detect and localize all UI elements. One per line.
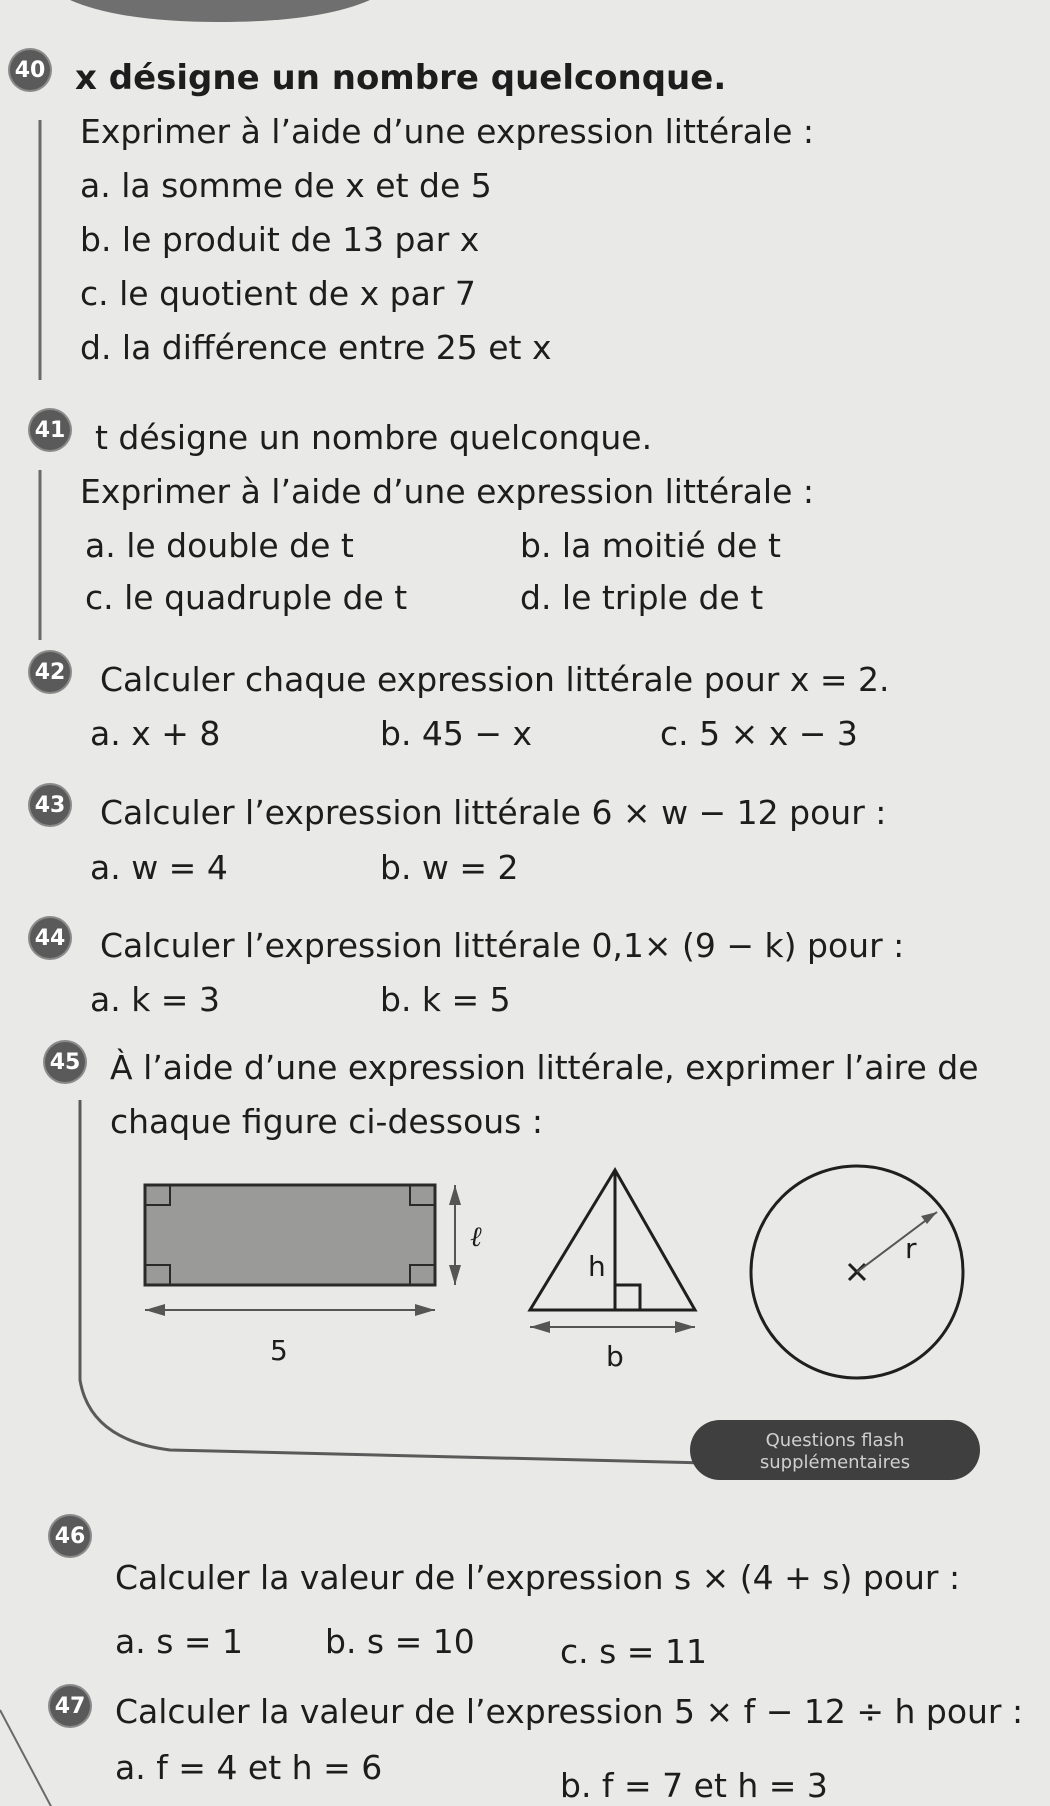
flash-line1: Questions flash	[765, 1430, 905, 1451]
exercise-prompt: Calculer chaque expression littérale pour x = 2.	[100, 660, 890, 699]
exercise-prompt-line1: À l’aide d’une expression littérale, exprimer l’aire de	[110, 1048, 979, 1087]
item-a: a. le double de t	[85, 526, 354, 565]
circle-radius-label: r	[905, 1232, 917, 1265]
exercise-instruction: Exprimer à l’aide d’une expression littérale :	[80, 112, 815, 151]
item-b: b. k = 5	[380, 980, 511, 1019]
exercise-prompt: Calculer la valeur de l’expression s × (4 + s) pour :	[115, 1558, 961, 1597]
exercise-number-badge: 41	[30, 410, 70, 450]
item-b: b. s = 10	[325, 1622, 475, 1661]
exercise-number-badge: 40	[10, 50, 50, 90]
item-b: b. 45 − x	[380, 714, 533, 753]
flash-questions-badge[interactable]	[690, 1420, 980, 1480]
exercise-prompt: Calculer la valeur de l’expression 5 × f − 12 ÷ h pour :	[115, 1692, 1024, 1731]
exercise-prompt: Calculer l’expression littérale 6 × w − 12 pour :	[100, 793, 887, 832]
exercise-number-badge: 46	[50, 1516, 90, 1556]
item-c: c. le quotient de x par 7	[80, 274, 476, 313]
item-a: a. x + 8	[90, 714, 221, 753]
triangle-base-label: b	[606, 1340, 624, 1373]
flash-line2: supplémentaires	[759, 1452, 911, 1473]
item-d: d. la différence entre 25 et x	[80, 328, 552, 367]
item-b: b. le produit de 13 par x	[80, 220, 480, 259]
item-a: a. k = 3	[90, 980, 220, 1019]
rectangle-figure	[130, 1170, 480, 1340]
item-c: c. s = 11	[560, 1632, 707, 1671]
exercise-number-badge: 43	[30, 785, 70, 825]
item-b: b. la moitié de t	[520, 526, 781, 565]
exercise-intro: x désigne un nombre quelconque.	[75, 58, 727, 98]
item-c: c. 5 × x − 3	[660, 714, 858, 753]
exercise-number-badge: 44	[30, 918, 70, 958]
exercise-number-badge: 42	[30, 652, 70, 692]
triangle-figure	[520, 1165, 700, 1340]
item-a: a. w = 4	[90, 848, 228, 887]
triangle-height-label: h	[588, 1250, 606, 1283]
item-d: d. le triple de t	[520, 578, 764, 617]
item-a: a. la somme de x et de 5	[80, 166, 492, 205]
exercise-number-badge: 47	[50, 1686, 90, 1726]
item-b: b. w = 2	[380, 848, 519, 887]
item-a: a. f = 4 et h = 6	[115, 1748, 383, 1787]
exercise-instruction: Exprimer à l’aide d’une expression littérale :	[80, 472, 815, 511]
exercise-prompt-line2: chaque figure ci-dessous :	[110, 1102, 543, 1141]
exercise-prompt: Calculer l’expression littérale 0,1× (9 − k) pour :	[100, 926, 905, 965]
rectangle-width-label: 5	[270, 1334, 288, 1367]
circle-figure	[745, 1160, 970, 1385]
rectangle-height-label: ℓ	[470, 1220, 482, 1253]
item-c: c. le quadruple de t	[85, 578, 408, 617]
item-a: a. s = 1	[115, 1622, 244, 1661]
exercise-number-badge: 45	[45, 1042, 85, 1082]
item-b: b. f = 7 et h = 3	[560, 1766, 828, 1805]
exercise-intro: t désigne un nombre quelconque.	[95, 418, 653, 457]
